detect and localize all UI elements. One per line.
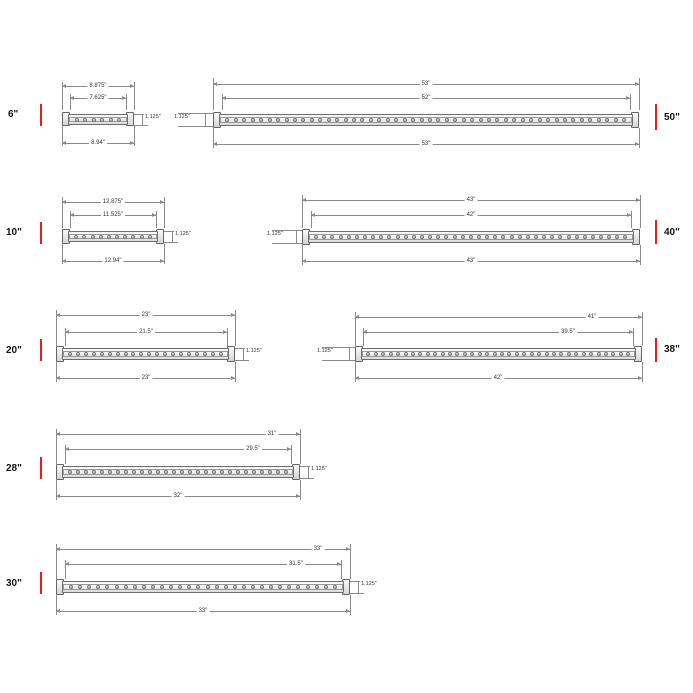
led bbox=[100, 118, 104, 122]
light-bar-body-10in bbox=[68, 231, 158, 242]
dim-text-40in-bottom: 43" bbox=[466, 258, 476, 264]
dim-arrow-left-10in-bottom bbox=[62, 259, 66, 263]
dim-text-30in-height: 1.125" bbox=[361, 581, 377, 587]
size-label-10in: 10" bbox=[6, 227, 22, 238]
led bbox=[109, 118, 113, 122]
dim-text-10in-outer: 12.875" bbox=[102, 199, 124, 205]
dim-arrow-right-28in-outer bbox=[296, 432, 300, 436]
dim-text-20in-bottom: 23" bbox=[141, 375, 151, 381]
dim-line-28in-height bbox=[308, 466, 309, 478]
dim-ext-right-10in-outer bbox=[164, 197, 165, 228]
dim-text-30in-inner: 31.5" bbox=[289, 561, 303, 567]
dim-arrow-left-28in-inner bbox=[65, 447, 69, 451]
dim-line-28in-outer bbox=[56, 434, 300, 435]
dim-arrow-right-20in-outer bbox=[231, 313, 235, 317]
dim-line-38in-height bbox=[349, 347, 350, 360]
dim-ext-right-6in-inner bbox=[126, 94, 127, 110]
dim-text-40in-inner: 42" bbox=[466, 212, 476, 218]
dim-text-50in-inner: 52" bbox=[421, 95, 431, 101]
size-label-6in: 6" bbox=[8, 109, 19, 120]
led bbox=[75, 118, 79, 122]
light-bar-lens-40in bbox=[309, 234, 633, 240]
dim-ext-right-20in-bottom bbox=[235, 362, 236, 382]
light-bar-body-28in bbox=[62, 466, 294, 478]
light-bar-body-38in bbox=[361, 348, 636, 360]
dim-text-10in-bottom: 12.94" bbox=[104, 258, 122, 264]
dim-ext-bottom-10in-height bbox=[164, 242, 178, 243]
dim-text-6in-outer: 8.875" bbox=[89, 83, 107, 89]
dim-arrow-left-40in-bottom bbox=[302, 259, 306, 263]
size-label-50in: 50" bbox=[664, 112, 680, 123]
dim-arrow-right-10in-bottom bbox=[160, 259, 164, 263]
dim-text-20in-height: 1.125" bbox=[246, 348, 262, 354]
light-bar-body-30in bbox=[62, 581, 344, 593]
dim-text-30in-outer: 33" bbox=[313, 546, 323, 552]
led bbox=[83, 118, 87, 122]
dim-ext-bottom-40in-height bbox=[272, 243, 303, 244]
dim-arrow-left-50in-outer bbox=[213, 82, 217, 86]
dim-text-30in-bottom: 33" bbox=[198, 608, 208, 614]
dim-ext-right-50in-outer bbox=[639, 78, 640, 110]
size-marker-50in bbox=[655, 104, 657, 130]
dim-ext-right-50in-inner bbox=[630, 94, 631, 110]
dim-text-50in-bottom: 53" bbox=[421, 141, 431, 147]
dim-line-38in-inner bbox=[363, 332, 633, 333]
dim-arrow-left-38in-outer bbox=[355, 315, 359, 319]
dim-arrow-right-50in-bottom bbox=[635, 142, 639, 146]
size-marker-30in bbox=[40, 572, 42, 594]
dim-text-6in-bottom: 8.94" bbox=[91, 140, 105, 146]
dim-arrow-right-28in-inner bbox=[287, 447, 291, 451]
dim-arrow-right-40in-bottom bbox=[636, 259, 640, 263]
dim-arrow-left-40in-outer bbox=[302, 198, 306, 202]
dim-arrow-left-28in-outer bbox=[56, 432, 60, 436]
dim-arrow-right-40in-outer bbox=[636, 198, 640, 202]
dim-text-28in-bottom: 32" bbox=[173, 493, 183, 499]
dim-arrow-left-30in-outer bbox=[56, 547, 60, 551]
dim-text-10in-inner: 11.525" bbox=[102, 212, 124, 218]
light-bar-body-40in bbox=[308, 231, 634, 243]
led-array-20in bbox=[64, 352, 227, 356]
dim-ext-bottom-28in-height bbox=[300, 478, 314, 479]
dim-arrow-left-6in-bottom bbox=[62, 141, 66, 145]
dim-arrow-right-6in-bottom bbox=[130, 141, 134, 145]
size-marker-20in bbox=[40, 339, 42, 361]
led-array-30in bbox=[64, 585, 342, 589]
led-array-6in bbox=[70, 118, 126, 121]
dim-text-38in-bottom: 42" bbox=[493, 375, 503, 381]
dim-ext-right-6in-outer bbox=[134, 82, 135, 110]
light-bar-body-6in bbox=[68, 114, 128, 125]
dim-text-6in-height: 1.125" bbox=[145, 114, 161, 120]
dim-arrow-left-40in-inner bbox=[311, 213, 315, 217]
dim-arrow-right-20in-bottom bbox=[231, 376, 235, 380]
led-array-38in bbox=[363, 352, 634, 356]
size-label-40in: 40" bbox=[664, 227, 680, 238]
dim-arrow-left-30in-bottom bbox=[56, 609, 60, 613]
led-array-40in bbox=[310, 235, 632, 239]
dim-arrow-right-20in-inner bbox=[223, 330, 227, 334]
dim-arrow-right-10in-outer bbox=[160, 200, 164, 204]
light-bar-lens-38in bbox=[362, 351, 635, 357]
dim-ext-bottom-38in-height bbox=[322, 360, 356, 361]
dim-text-50in-height: 1.125" bbox=[174, 114, 190, 120]
dim-text-50in-outer: 53" bbox=[421, 81, 431, 87]
led bbox=[92, 118, 96, 122]
dim-line-50in-height bbox=[205, 113, 206, 126]
light-bar-body-20in bbox=[62, 348, 229, 360]
size-label-38in: 38" bbox=[664, 344, 680, 355]
dim-line-10in-height bbox=[172, 231, 173, 242]
dim-arrow-right-30in-outer bbox=[346, 547, 350, 551]
dim-ext-bottom-20in-height bbox=[235, 360, 249, 361]
dim-ext-right-28in-inner bbox=[291, 445, 292, 464]
dim-ext-bottom-30in-height bbox=[350, 593, 364, 594]
dim-arrow-left-38in-bottom bbox=[355, 376, 359, 380]
dim-text-40in-height: 1.125" bbox=[267, 231, 283, 237]
dim-arrow-right-28in-bottom bbox=[296, 494, 300, 498]
dim-line-20in-height bbox=[243, 348, 244, 360]
dim-arrow-right-38in-bottom bbox=[638, 376, 642, 380]
dim-line-6in-height bbox=[142, 114, 143, 125]
dim-arrow-left-20in-outer bbox=[56, 313, 60, 317]
dim-arrow-left-10in-inner bbox=[70, 213, 74, 217]
dim-ext-bottom-50in-height bbox=[178, 126, 214, 127]
light-bar-lens-50in bbox=[220, 117, 632, 123]
size-label-28in: 28" bbox=[6, 463, 22, 474]
light-bar-lens-20in bbox=[63, 351, 228, 357]
dim-text-28in-inner: 29.5" bbox=[246, 446, 260, 452]
dim-line-40in-height bbox=[296, 230, 297, 243]
dim-ext-right-38in-inner bbox=[633, 328, 634, 346]
dim-arrow-right-50in-outer bbox=[635, 82, 639, 86]
dim-ext-right-20in-outer bbox=[235, 310, 236, 346]
dim-arrow-right-30in-bottom bbox=[346, 609, 350, 613]
dim-arrow-right-30in-inner bbox=[337, 562, 341, 566]
size-marker-10in bbox=[40, 222, 42, 244]
dim-ext-bottom-6in-height bbox=[134, 125, 148, 126]
size-label-20in: 20" bbox=[6, 345, 22, 356]
dim-arrow-left-10in-outer bbox=[62, 200, 66, 204]
dim-text-38in-inner: 39.5" bbox=[561, 329, 575, 335]
dim-ext-right-40in-inner bbox=[631, 211, 632, 228]
dim-line-30in-outer bbox=[56, 549, 350, 550]
led-array-50in bbox=[221, 118, 631, 122]
dim-arrow-left-6in-inner bbox=[70, 96, 74, 100]
dim-arrow-right-38in-outer bbox=[638, 315, 642, 319]
dim-arrow-left-20in-inner bbox=[65, 330, 69, 334]
led-array-10in bbox=[70, 235, 156, 238]
dim-ext-right-20in-inner bbox=[227, 328, 228, 346]
dim-arrow-right-6in-outer bbox=[130, 84, 134, 88]
dim-ext-right-6in-bottom bbox=[134, 126, 135, 146]
dim-arrow-right-38in-inner bbox=[629, 330, 633, 334]
dim-arrow-right-6in-inner bbox=[122, 96, 126, 100]
size-label-30in: 30" bbox=[6, 578, 22, 589]
dim-text-38in-height: 1.125" bbox=[317, 348, 333, 354]
light-bar-lens-28in bbox=[63, 469, 293, 475]
dim-ext-right-38in-bottom bbox=[642, 362, 643, 382]
dim-text-40in-outer: 43" bbox=[466, 197, 476, 203]
dim-text-28in-height: 1.125" bbox=[311, 466, 327, 472]
dim-text-20in-outer: 23" bbox=[141, 312, 151, 318]
dim-text-10in-height: 1.125" bbox=[175, 231, 191, 237]
size-marker-6in bbox=[40, 104, 42, 126]
dim-text-6in-inner: 7.625" bbox=[89, 95, 107, 101]
light-bar-body-50in bbox=[219, 114, 633, 126]
dim-text-28in-outer: 31" bbox=[267, 431, 277, 437]
dim-arrow-left-28in-bottom bbox=[56, 494, 60, 498]
dim-ext-right-38in-outer bbox=[642, 312, 643, 346]
light-bar-lens-30in bbox=[63, 584, 343, 590]
dim-ext-right-40in-outer bbox=[640, 195, 641, 228]
dim-ext-right-40in-bottom bbox=[640, 245, 641, 265]
dim-line-30in-height bbox=[358, 581, 359, 593]
dim-ext-right-28in-bottom bbox=[300, 480, 301, 500]
dim-ext-right-50in-bottom bbox=[639, 128, 640, 148]
dim-arrow-left-50in-inner bbox=[222, 96, 226, 100]
dim-ext-right-30in-bottom bbox=[350, 595, 351, 615]
led-array-28in bbox=[64, 470, 292, 474]
dim-arrow-right-10in-inner bbox=[152, 213, 156, 217]
dim-ext-right-28in-outer bbox=[300, 429, 301, 464]
dim-arrow-left-30in-inner bbox=[65, 562, 69, 566]
dim-ext-right-10in-bottom bbox=[164, 244, 165, 264]
dim-arrow-left-50in-bottom bbox=[213, 142, 217, 146]
led bbox=[117, 118, 121, 122]
dim-arrow-left-6in-outer bbox=[62, 84, 66, 88]
dim-arrow-left-20in-bottom bbox=[56, 376, 60, 380]
dim-text-20in-inner: 21.5" bbox=[139, 329, 153, 335]
dim-text-38in-outer: 41" bbox=[587, 314, 597, 320]
dim-ext-right-30in-outer bbox=[350, 544, 351, 579]
size-marker-40in bbox=[655, 220, 657, 244]
dim-ext-right-10in-inner bbox=[156, 211, 157, 228]
dim-arrow-right-50in-inner bbox=[626, 96, 630, 100]
size-marker-38in bbox=[655, 338, 657, 362]
dim-line-38in-outer bbox=[355, 317, 642, 318]
dim-arrow-left-38in-inner bbox=[363, 330, 367, 334]
light-bar-lens-6in bbox=[69, 117, 127, 122]
dim-ext-right-30in-inner bbox=[341, 560, 342, 579]
size-marker-28in bbox=[40, 457, 42, 479]
light-bar-lens-10in bbox=[69, 234, 157, 239]
dim-arrow-right-40in-inner bbox=[627, 213, 631, 217]
